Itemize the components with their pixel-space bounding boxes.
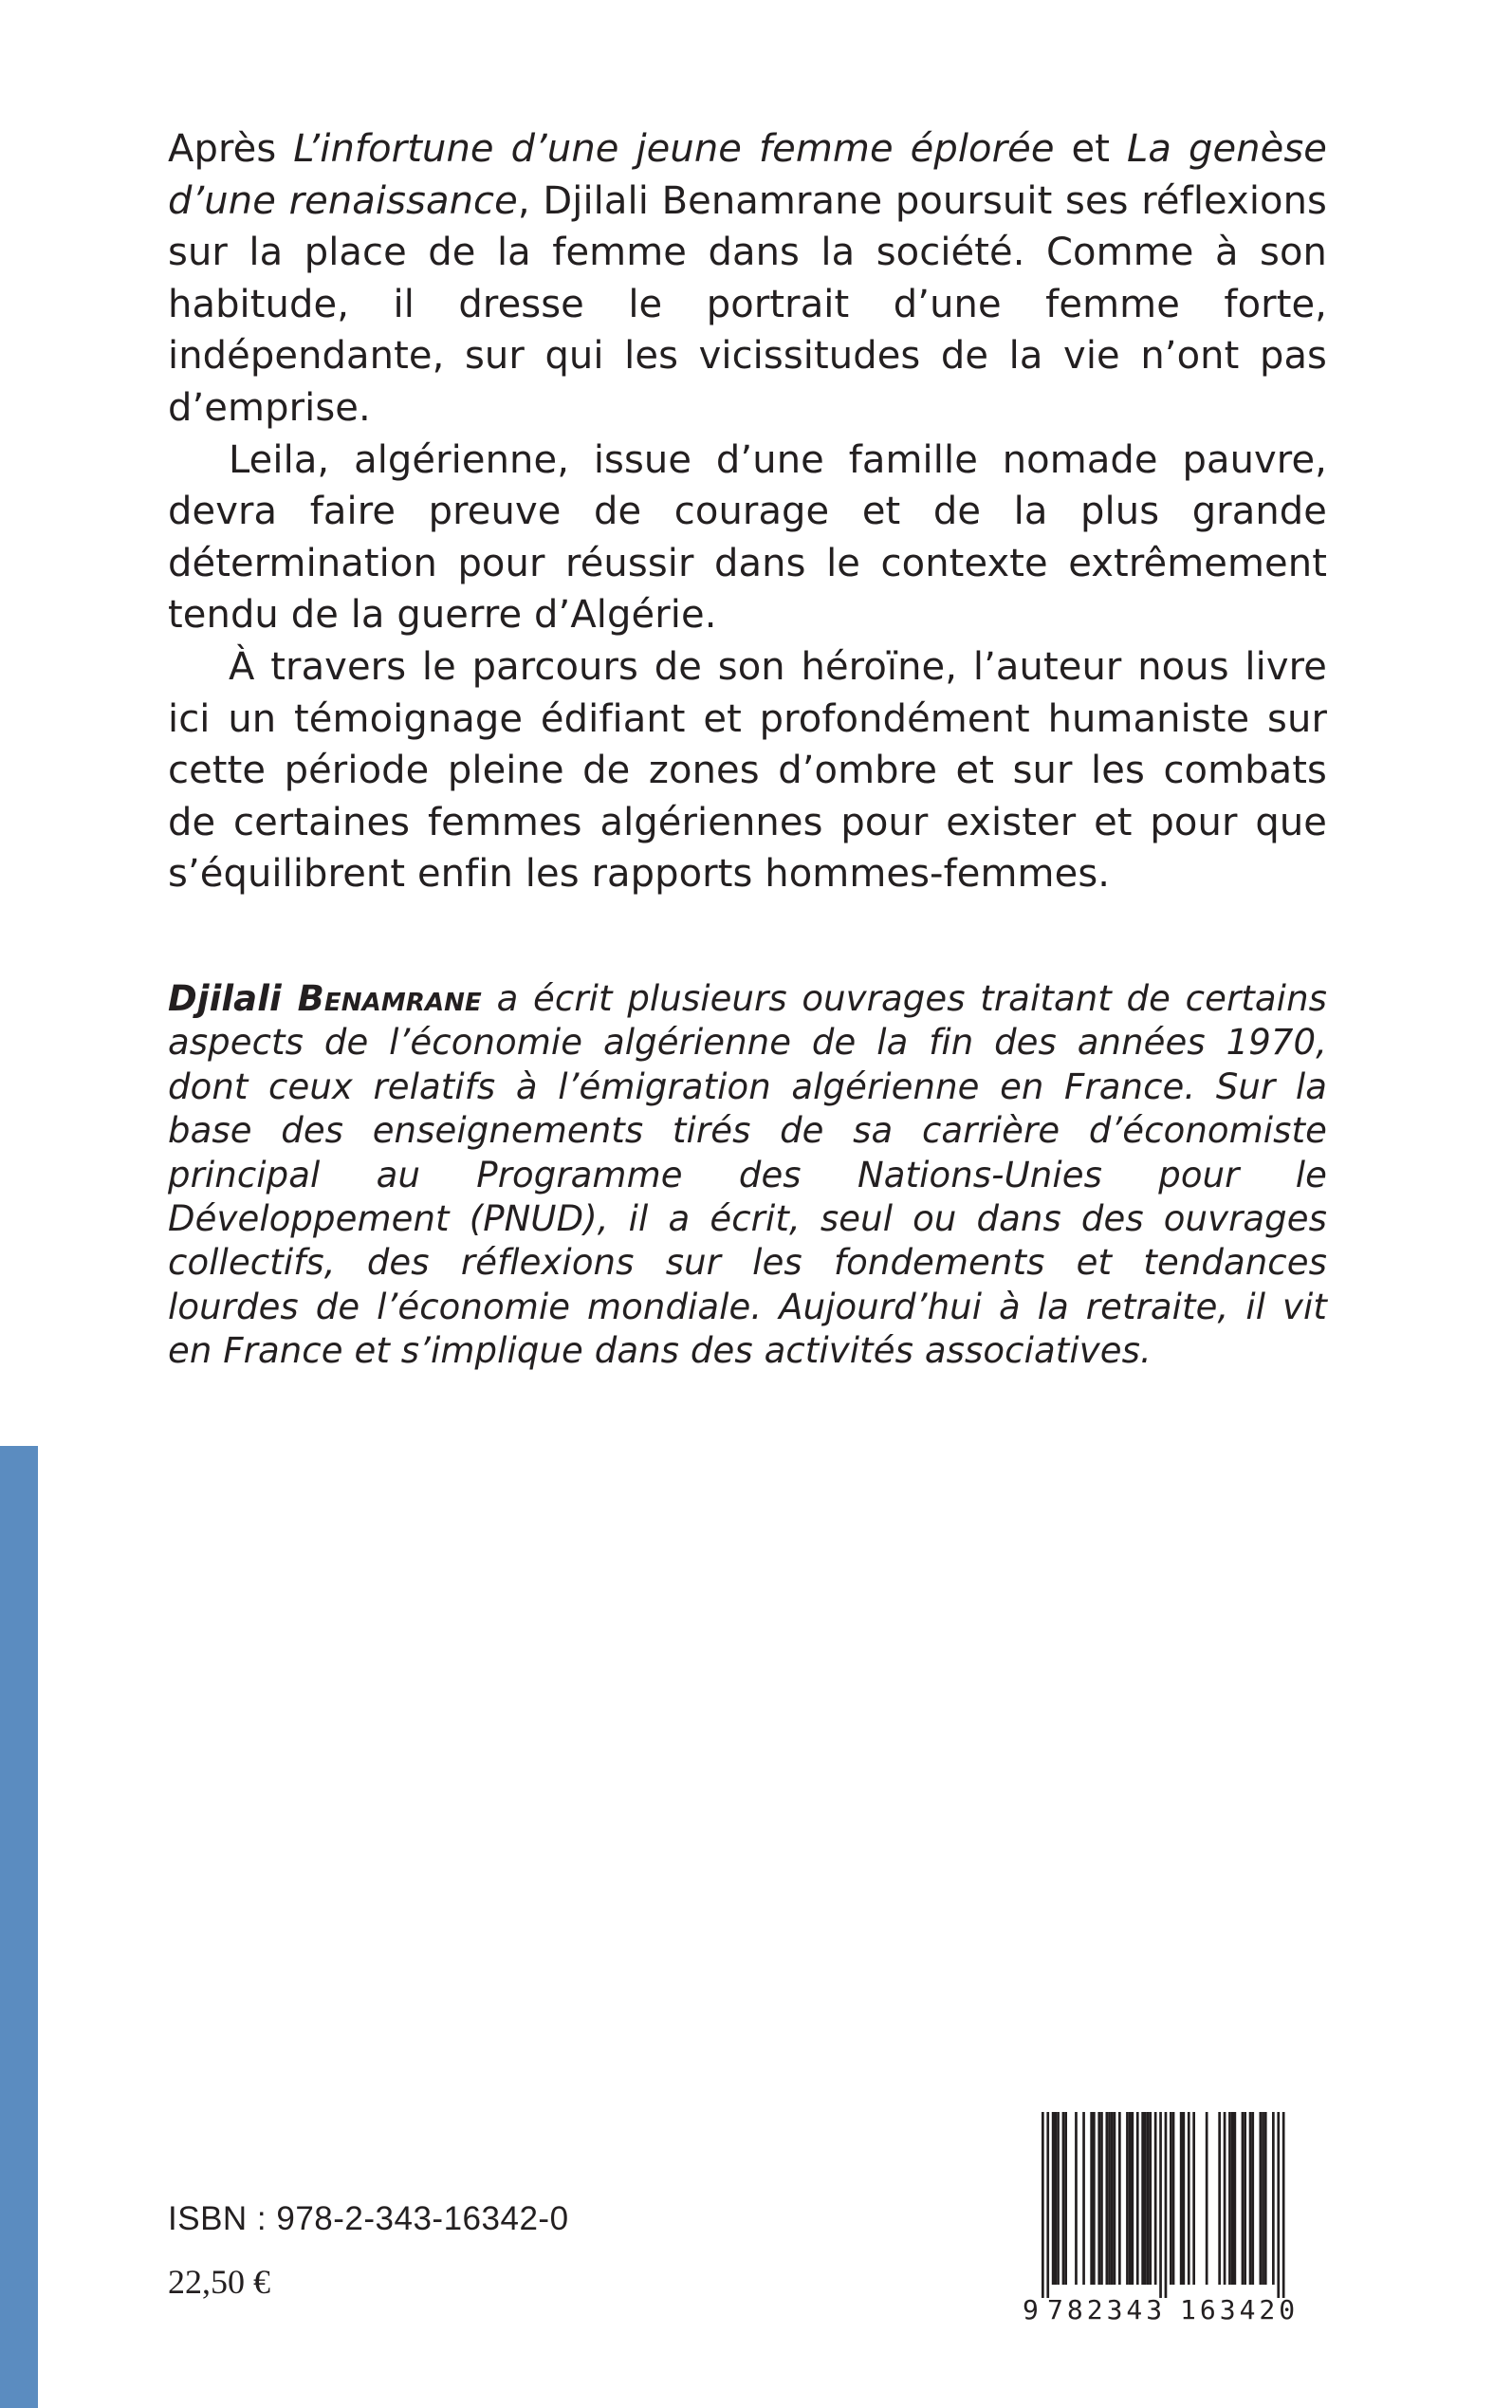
barcode-bar <box>1052 2112 1055 2285</box>
barcode-bar <box>1147 2112 1150 2285</box>
barcode-bar <box>1093 2112 1096 2285</box>
barcode-guard-bar <box>1159 2112 1162 2298</box>
barcode-digit-lead: 9 <box>1023 2294 1039 2325</box>
barcode-bar <box>1172 2112 1175 2285</box>
barcode-bar <box>1251 2112 1254 2285</box>
barcode-bar <box>1106 2112 1109 2285</box>
barcode-bar <box>1126 2112 1129 2285</box>
synopsis <box>168 123 1327 900</box>
barcode-bar <box>1249 2112 1252 2285</box>
barcode-bar <box>1188 2112 1190 2285</box>
barcode-bar <box>1055 2112 1058 2285</box>
barcode-bar <box>1244 2112 1246 2285</box>
barcode-bar <box>1118 2112 1121 2285</box>
barcode-guard-bar <box>1282 2112 1285 2298</box>
book-title-1: L’infortune d’une jeune femme éplorée <box>293 127 1055 171</box>
barcode-bar <box>1108 2112 1111 2285</box>
barcode-bar <box>1141 2112 1144 2285</box>
barcode-bar <box>1075 2112 1078 2285</box>
book-title-2: La genèse d’une renaissance <box>168 127 1327 223</box>
barcode-bar <box>1064 2112 1067 2285</box>
barcode-bar <box>1183 2112 1186 2285</box>
barcode-bar <box>1264 2112 1267 2285</box>
side-color-band <box>0 1446 38 2408</box>
barcode-bar <box>1111 2112 1114 2285</box>
barcode-graphic <box>1017 2108 1320 2326</box>
barcode <box>1017 2108 1320 2326</box>
barcode-bar <box>1090 2112 1093 2285</box>
barcode-bar <box>1206 2112 1208 2285</box>
barcode-bar <box>1260 2112 1263 2285</box>
barcode-guard-bar <box>1165 2112 1168 2298</box>
barcode-bar <box>1224 2112 1226 2285</box>
barcode-digits-left: 782343 <box>1047 2294 1167 2325</box>
barcode-bar <box>1057 2112 1060 2285</box>
barcode-bar <box>1192 2112 1195 2285</box>
isbn-label: ISBN : 978-2-343-16342-0 <box>168 2200 569 2237</box>
barcode-bar <box>1149 2112 1152 2285</box>
barcode-bar <box>1136 2112 1139 2285</box>
barcode-bar <box>1262 2112 1264 2285</box>
barcode-bar <box>1218 2112 1221 2285</box>
synopsis-paragraph-1: Après L’infortune d’une jeune femme éplorée et La genèse d’une renaissance, Djilali Benamrane poursuit ses réflexions sur la place de la femme dans la société. Comme à son habitude, il dresse le portrait d’une femme forte, indépendante, sur qui les vicissitudes de la vie n’ont pas d’emprise. <box>168 127 1327 430</box>
barcode-digits-right: 163420 <box>1180 2294 1300 2325</box>
barcode-guard-bar <box>1042 2112 1044 2298</box>
barcode-bar <box>1170 2112 1172 2285</box>
barcode-bar <box>1242 2112 1245 2285</box>
barcode-bar <box>1234 2112 1237 2285</box>
barcode-bar <box>1144 2112 1147 2285</box>
author-bio <box>168 977 1327 1374</box>
barcode-bar <box>1082 2112 1085 2285</box>
price-label: 22,50 € <box>168 2263 270 2301</box>
author-first-name: Djilali <box>168 978 298 1019</box>
barcode-bar <box>1114 2112 1116 2285</box>
barcode-bar <box>1154 2112 1157 2285</box>
author-bio-paragraph: Djilali Benamrane a écrit plusieurs ouvrages traitant de certains aspects de l’économie algérienne de la fin des années 1970, dont ceux relatifs à l’émigration algérienne en France. Sur la base des enseignements tirés de sa carrière d’économiste principal au Programme des Nations-Unies pour le Développement (PNUD), il a écrit, seul ou dans des ouvrages collectifs, des réflexions sur les fondements et tendances lourdes de l’économie mondiale. Aujourd’hui à la retraite, il vit en France et s’implique dans des activités associatives. <box>168 978 1327 1372</box>
barcode-bar <box>1132 2112 1134 2285</box>
barcode-bar <box>1228 2112 1231 2285</box>
barcode-guard-bar <box>1277 2112 1280 2298</box>
author-last-name: Benamrane <box>297 978 482 1019</box>
synopsis-paragraph-2: Leila, algérienne, issue d’une famille nomade pauvre, devra faire preuve de courage et de la plus grande détermination pour réussir dans le contexte extrêmement tendu de la guerre d’Algérie. <box>168 437 1327 638</box>
barcode-bar <box>1129 2112 1132 2285</box>
barcode-bar <box>1272 2112 1275 2285</box>
synopsis-paragraph-3: À travers le parcours de son héroïne, l’auteur nous livre ici un témoignage édifiant et profondément humaniste sur cette période pleine de zones d’ombre et sur les combats de certaines femmes algériennes pour exister et pour que s’équilibrent enfin les rapports hommes-femmes. <box>168 644 1327 897</box>
barcode-bar <box>1097 2112 1100 2285</box>
barcode-bar <box>1231 2112 1234 2285</box>
barcode-bar <box>1180 2112 1183 2285</box>
barcode-bar <box>1100 2112 1103 2285</box>
barcode-bar <box>1062 2112 1065 2285</box>
barcode-guard-bar <box>1046 2112 1049 2298</box>
